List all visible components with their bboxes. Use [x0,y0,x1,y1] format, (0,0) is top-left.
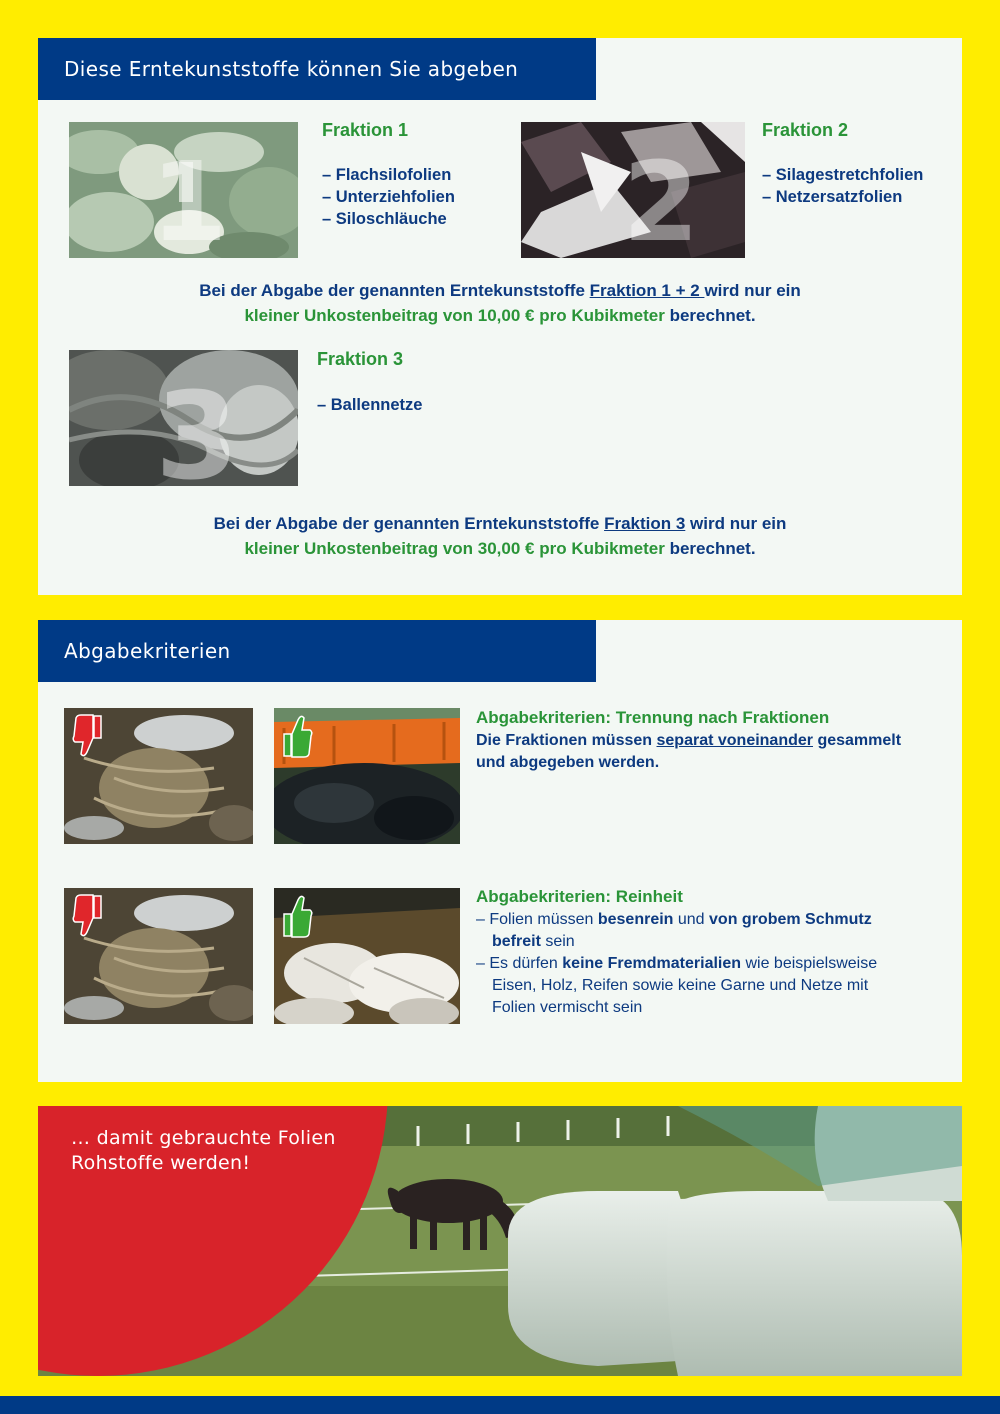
separat-link[interactable]: separat voneinander [656,732,813,749]
slogan-line: … damit gebrauchte Folien [71,1127,336,1149]
criterion-text: Folien vermischt sein [492,999,643,1016]
thumbs-down-icon [71,892,105,940]
fee-note-fraktion-3 [38,511,962,561]
fraktion-1-2-link[interactable]: Fraktion 1 + 2 [589,281,705,300]
section-heading-band [38,38,596,100]
fee-amount-text: kleiner Unkostenbeitrag von 30,00 € pro Kubikmeter [244,539,665,558]
thumbs-down-icon [71,712,105,760]
fraktion3-list [317,394,422,416]
criterion-text: und abgegeben werden. [476,754,660,771]
fraktion1-number: 1 [150,138,228,258]
fraktion1-photo [69,122,298,258]
thumbs-up-icon [280,712,314,760]
criterion-text: sein [540,933,575,950]
criterion-text: Eisen, Holz, Reifen sowie keine Garne und Netze mit [492,977,869,994]
pasture-banner [38,1106,962,1376]
fraktion2-photo [521,122,745,258]
list-item: – Ballennetze [317,396,423,414]
fee-amount-text: kleiner Unkostenbeitrag von 10,00 € pro Kubikmeter [244,306,665,325]
criterion-bold: keine Fremdmaterialien [562,955,742,972]
fraktion1-list [322,164,455,230]
criterion-text: – Folien müssen [476,911,598,928]
fraktion2-title: Fraktion 2 [762,120,849,140]
fraktion3-photo [69,350,298,486]
fraktion-3-link[interactable]: Fraktion 3 [604,514,686,533]
slogan [71,1126,336,1176]
criterion-bold: besenrein [597,911,674,928]
accepted-plastics-panel [38,38,962,595]
note-text: Bei der Abgabe der genannten Erntekunststoffe [213,514,605,533]
criterion1-text [476,730,901,774]
list-item: – Silagestretchfolien [762,166,924,184]
list-item: – Unterziehfolien [322,188,455,206]
fraktion1-title: Fraktion 1 [322,120,409,140]
fraktion3-title: Fraktion 3 [317,349,404,369]
criterion2-text [476,909,877,1019]
thumbs-up-icon [280,892,314,940]
note-text: Bei der Abgabe der genannten Erntekunststoffe [199,281,590,300]
slogan-line: Rohstoffe werden! [71,1152,251,1174]
note-text: wird nur ein [685,514,787,533]
note-text: berechnet. [664,539,756,558]
criterion2-title: Abgabekriterien: Reinheit [476,887,683,906]
list-item: – Netzersatzfolien [762,188,903,206]
fraktion2-number: 2 [622,138,700,258]
fraktion2-list [762,164,923,208]
criterion-bold: von grobem Schmutz [709,911,872,928]
note-text: berechnet. [664,306,756,325]
criterion-bold: befreit [492,933,541,950]
criterion-text: gesammelt [813,732,902,749]
section-heading: Abgabekriterien [64,639,231,663]
criterion-text: Die Fraktionen müssen [476,732,657,749]
section-heading-band [38,620,596,682]
fee-note-fraktion-1-2 [38,278,962,328]
criterion-text: – Es dürfen [476,955,563,972]
note-text: wird nur ein [704,281,801,300]
criterion1-title: Abgabekriterien: Trennung nach Fraktionen [476,708,830,727]
footer-strip [0,1396,1000,1414]
criterion-text: und [673,911,710,928]
section-heading: Diese Erntekunststoffe können Sie abgeben [64,57,519,81]
fraktion3-number: 3 [155,368,239,486]
list-item: – Flachsilofolien [322,166,452,184]
criteria-panel [38,620,962,1082]
criterion-text: wie beispielsweise [741,955,878,972]
list-item: – Siloschläuche [322,210,447,228]
